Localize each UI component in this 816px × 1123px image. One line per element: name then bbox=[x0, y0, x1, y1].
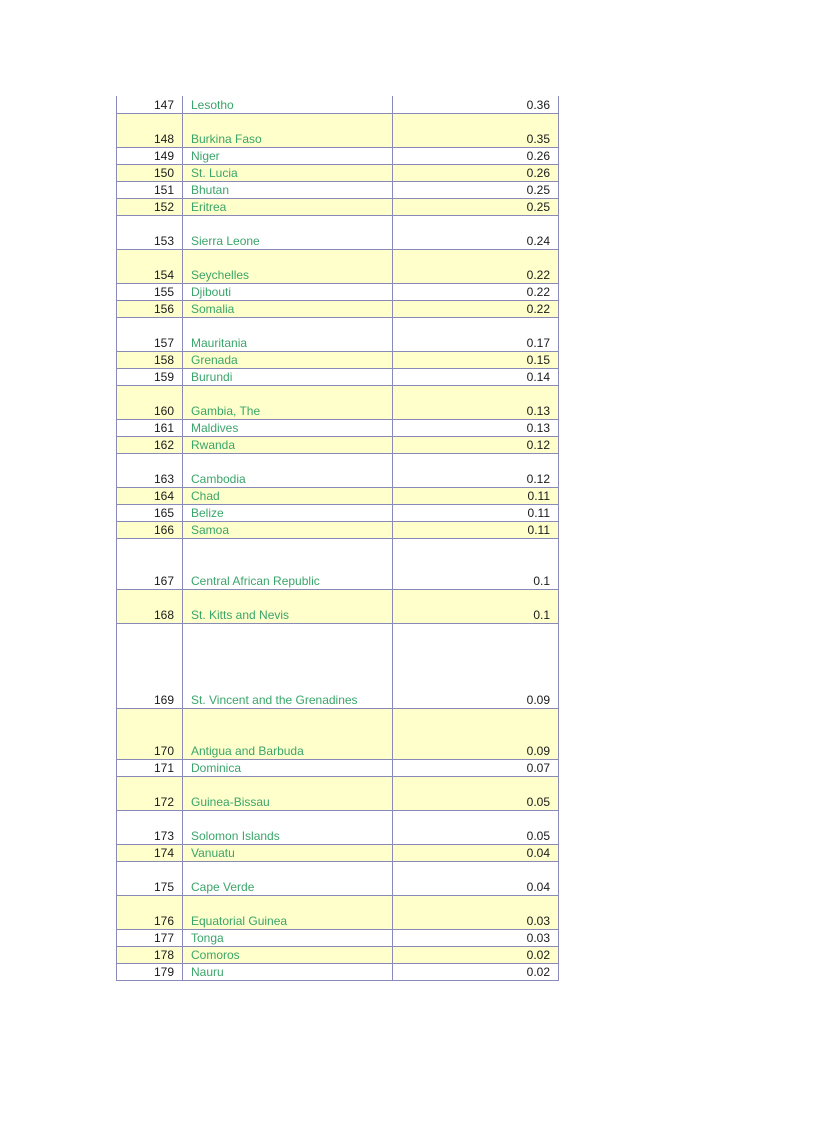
table-row bbox=[117, 181, 559, 198]
table-row bbox=[117, 929, 559, 946]
value-cell: 0.11 bbox=[393, 521, 559, 538]
table-row bbox=[117, 521, 559, 538]
rank-cell: 152 bbox=[117, 198, 183, 215]
table-row bbox=[117, 419, 559, 436]
value-cell: 0.02 bbox=[393, 963, 559, 980]
table-row bbox=[117, 147, 559, 164]
table-row bbox=[117, 776, 559, 810]
table-row bbox=[117, 368, 559, 385]
table-row bbox=[117, 487, 559, 504]
country-cell: Sierra Leone bbox=[183, 215, 393, 249]
rank-cell: 179 bbox=[117, 963, 183, 980]
value-cell: 0.35 bbox=[393, 113, 559, 147]
table-row bbox=[117, 589, 559, 623]
country-cell: Central African Republic bbox=[183, 538, 393, 589]
rank-cell: 158 bbox=[117, 351, 183, 368]
country-cell: Grenada bbox=[183, 351, 393, 368]
country-cell: Djibouti bbox=[183, 283, 393, 300]
table-row bbox=[117, 436, 559, 453]
country-cell: Mauritania bbox=[183, 317, 393, 351]
value-cell: 0.13 bbox=[393, 385, 559, 419]
rank-cell: 163 bbox=[117, 453, 183, 487]
value-cell: 0.36 bbox=[393, 96, 559, 113]
table-row bbox=[117, 96, 559, 113]
table-row bbox=[117, 453, 559, 487]
value-cell: 0.22 bbox=[393, 283, 559, 300]
country-cell: Eritrea bbox=[183, 198, 393, 215]
country-cell: Maldives bbox=[183, 419, 393, 436]
value-cell: 0.09 bbox=[393, 708, 559, 759]
value-cell: 0.25 bbox=[393, 181, 559, 198]
rank-cell: 161 bbox=[117, 419, 183, 436]
rank-cell: 177 bbox=[117, 929, 183, 946]
table-row bbox=[117, 810, 559, 844]
country-cell: Bhutan bbox=[183, 181, 393, 198]
value-cell: 0.26 bbox=[393, 147, 559, 164]
value-cell: 0.05 bbox=[393, 810, 559, 844]
rank-cell: 151 bbox=[117, 181, 183, 198]
rank-cell: 173 bbox=[117, 810, 183, 844]
country-cell: Guinea-Bissau bbox=[183, 776, 393, 810]
country-cell: Rwanda bbox=[183, 436, 393, 453]
table-row bbox=[117, 283, 559, 300]
value-cell: 0.04 bbox=[393, 844, 559, 861]
value-cell: 0.22 bbox=[393, 300, 559, 317]
rank-cell: 154 bbox=[117, 249, 183, 283]
country-cell: Antigua and Barbuda bbox=[183, 708, 393, 759]
table-row bbox=[117, 963, 559, 980]
country-cell: Lesotho bbox=[183, 96, 393, 113]
rank-cell: 150 bbox=[117, 164, 183, 181]
value-cell: 0.1 bbox=[393, 589, 559, 623]
rank-cell: 162 bbox=[117, 436, 183, 453]
value-cell: 0.1 bbox=[393, 538, 559, 589]
table-row bbox=[117, 708, 559, 759]
table-row bbox=[117, 895, 559, 929]
value-cell: 0.17 bbox=[393, 317, 559, 351]
rank-cell: 172 bbox=[117, 776, 183, 810]
table-row bbox=[117, 300, 559, 317]
value-cell: 0.14 bbox=[393, 368, 559, 385]
value-cell: 0.13 bbox=[393, 419, 559, 436]
value-cell: 0.07 bbox=[393, 759, 559, 776]
rank-cell: 168 bbox=[117, 589, 183, 623]
ranking-table-body bbox=[117, 96, 559, 980]
rank-cell: 153 bbox=[117, 215, 183, 249]
rank-cell: 156 bbox=[117, 300, 183, 317]
country-cell: Dominica bbox=[183, 759, 393, 776]
value-cell: 0.26 bbox=[393, 164, 559, 181]
value-cell: 0.09 bbox=[393, 623, 559, 708]
table-row bbox=[117, 164, 559, 181]
rank-cell: 171 bbox=[117, 759, 183, 776]
country-cell: Tonga bbox=[183, 929, 393, 946]
value-cell: 0.05 bbox=[393, 776, 559, 810]
table-row bbox=[117, 759, 559, 776]
table-row bbox=[117, 249, 559, 283]
rank-cell: 165 bbox=[117, 504, 183, 521]
country-cell: Vanuatu bbox=[183, 844, 393, 861]
country-cell: Somalia bbox=[183, 300, 393, 317]
country-cell: Cape Verde bbox=[183, 861, 393, 895]
rank-cell: 148 bbox=[117, 113, 183, 147]
table-row bbox=[117, 538, 559, 589]
table-row bbox=[117, 317, 559, 351]
rank-cell: 170 bbox=[117, 708, 183, 759]
rank-cell: 160 bbox=[117, 385, 183, 419]
country-cell: Belize bbox=[183, 504, 393, 521]
country-cell: St. Kitts and Nevis bbox=[183, 589, 393, 623]
value-cell: 0.04 bbox=[393, 861, 559, 895]
country-cell: Burundi bbox=[183, 368, 393, 385]
table-row bbox=[117, 215, 559, 249]
country-cell: Niger bbox=[183, 147, 393, 164]
rank-cell: 147 bbox=[117, 96, 183, 113]
value-cell: 0.02 bbox=[393, 946, 559, 963]
country-cell: Solomon Islands bbox=[183, 810, 393, 844]
rank-cell: 166 bbox=[117, 521, 183, 538]
table-row bbox=[117, 113, 559, 147]
value-cell: 0.24 bbox=[393, 215, 559, 249]
country-cell: St. Lucia bbox=[183, 164, 393, 181]
value-cell: 0.25 bbox=[393, 198, 559, 215]
table-row bbox=[117, 351, 559, 368]
rank-cell: 157 bbox=[117, 317, 183, 351]
country-cell: Nauru bbox=[183, 963, 393, 980]
value-cell: 0.22 bbox=[393, 249, 559, 283]
rank-cell: 164 bbox=[117, 487, 183, 504]
table-row bbox=[117, 861, 559, 895]
country-cell: Seychelles bbox=[183, 249, 393, 283]
value-cell: 0.03 bbox=[393, 929, 559, 946]
rank-cell: 176 bbox=[117, 895, 183, 929]
table-row bbox=[117, 385, 559, 419]
value-cell: 0.03 bbox=[393, 895, 559, 929]
value-cell: 0.11 bbox=[393, 504, 559, 521]
table-row bbox=[117, 198, 559, 215]
table-row bbox=[117, 623, 559, 708]
rank-cell: 167 bbox=[117, 538, 183, 589]
country-cell: Comoros bbox=[183, 946, 393, 963]
rank-cell: 175 bbox=[117, 861, 183, 895]
country-cell: Burkina Faso bbox=[183, 113, 393, 147]
country-cell: Gambia, The bbox=[183, 385, 393, 419]
country-cell: Cambodia bbox=[183, 453, 393, 487]
rank-cell: 159 bbox=[117, 368, 183, 385]
table-row bbox=[117, 504, 559, 521]
table-row bbox=[117, 844, 559, 861]
rank-cell: 178 bbox=[117, 946, 183, 963]
table-row bbox=[117, 946, 559, 963]
country-cell: Chad bbox=[183, 487, 393, 504]
value-cell: 0.12 bbox=[393, 436, 559, 453]
rank-cell: 169 bbox=[117, 623, 183, 708]
country-cell: Equatorial Guinea bbox=[183, 895, 393, 929]
ranking-table bbox=[116, 96, 559, 981]
rank-cell: 149 bbox=[117, 147, 183, 164]
rank-cell: 174 bbox=[117, 844, 183, 861]
country-cell: Samoa bbox=[183, 521, 393, 538]
rank-cell: 155 bbox=[117, 283, 183, 300]
country-cell: St. Vincent and the Grenadines bbox=[183, 623, 393, 708]
value-cell: 0.12 bbox=[393, 453, 559, 487]
value-cell: 0.11 bbox=[393, 487, 559, 504]
value-cell: 0.15 bbox=[393, 351, 559, 368]
